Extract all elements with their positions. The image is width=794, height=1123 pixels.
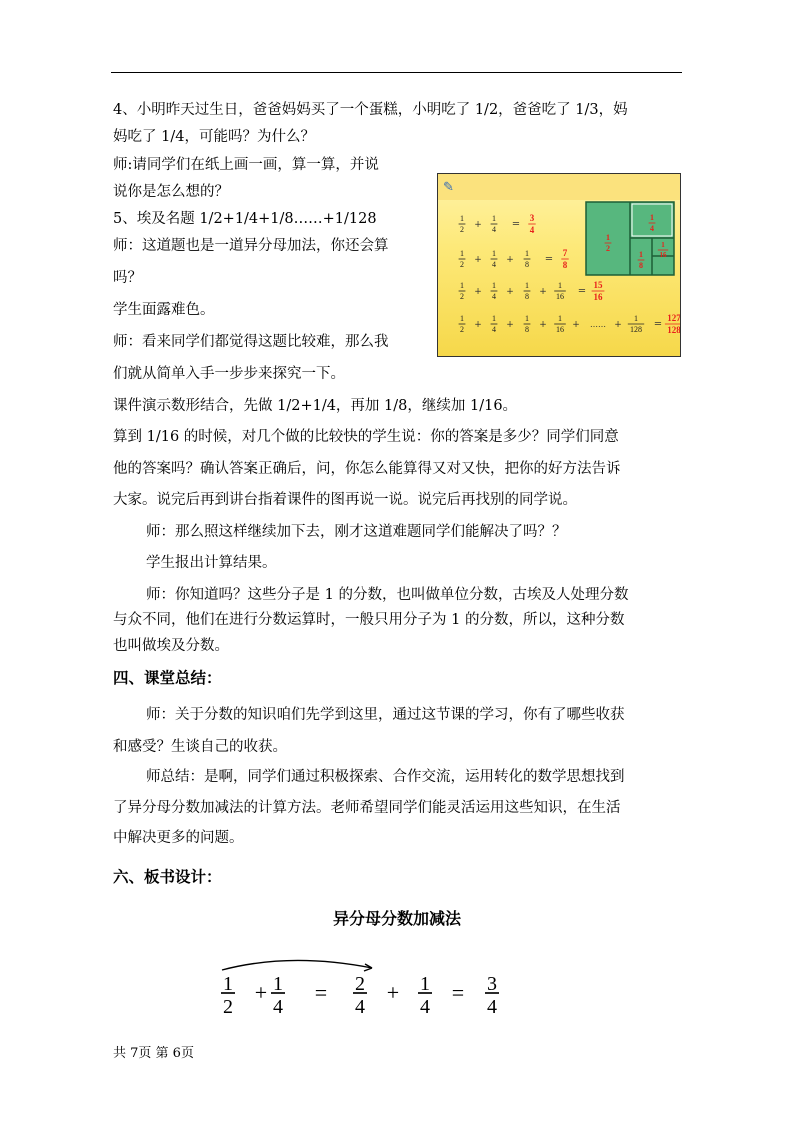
board-operator: = [451, 980, 465, 1005]
paragraph-line: 们就从简单入手一步步来探究一下。 [113, 366, 345, 382]
paragraph-line: 他的答案吗？确认答案正确后，问，你怎么能算得又对又快，把你的好方法告诉 [113, 461, 621, 477]
paragraph-line: 师：这道题也是一道异分母加法，你还会算 [113, 238, 389, 254]
slide-fraction-numerator: 1 [558, 314, 562, 323]
board-fraction [221, 973, 235, 1018]
slide-result-fraction [592, 280, 605, 302]
slide-fraction [554, 281, 566, 301]
plus-sign: + [474, 220, 482, 230]
slide-fraction-numerator: 1 [525, 314, 529, 323]
ellipsis-text: …… [590, 320, 606, 329]
slide-fraction [491, 281, 498, 301]
slide-fraction-denominator: 4 [492, 260, 496, 269]
slide-fraction-numerator: 1 [525, 281, 529, 290]
plus-sign: + [614, 320, 622, 330]
slide-fraction [459, 281, 466, 301]
paragraph-line: 了异分母分数加减法的计算方法。老师希望同学们能灵活运用这些知识，在生活 [113, 800, 621, 816]
plus-sign: + [474, 287, 482, 297]
slide-fraction-denominator: 2 [460, 325, 464, 334]
slide-fraction [524, 314, 531, 334]
paragraph-line: 与众不同，他们在进行分数运算时，一般只用分子为 1 的分数，所以，这种分数 [113, 612, 625, 628]
slide-fraction [459, 314, 466, 334]
paragraph-line: 课件演示数形结合，先做 1/2+1/4，再加 1/8，继续加 1/16。 [113, 398, 518, 414]
board-fraction-denominator: 4 [355, 996, 365, 1018]
slide-fraction-numerator: 1 [492, 214, 496, 223]
paragraph-line: 吗？ [113, 270, 142, 286]
courseware-slide-image [437, 173, 681, 357]
equals-sign: = [511, 219, 521, 230]
paragraph-line: 师:请同学们在纸上画一画，算一算，并说 [113, 157, 379, 173]
paragraph-line: 说你是怎么想的？ [113, 184, 229, 200]
slide-fraction [524, 281, 531, 301]
paragraph-line: 师总结：是啊，同学们通过积极探索、合作交流，运用转化的数学思想找到 [146, 769, 625, 785]
paragraph-line: 4、小明昨天过生日，爸爸妈妈买了一个蛋糕，小明吃了 1/2，爸爸吃了 1/3，妈 [113, 102, 628, 118]
slide-fraction-numerator: 1 [460, 214, 464, 223]
section-heading: 六、板书设计： [113, 867, 222, 886]
board-fraction-denominator: 4 [487, 996, 497, 1018]
slide-fraction-numerator: 1 [460, 281, 464, 290]
paragraph-line: 师：那么照这样继续加下去，刚才这道难题同学们能解决了吗？？ [146, 524, 567, 540]
slide-result-fraction-numerator: 7 [562, 248, 568, 258]
slide-fraction-denominator: 4 [492, 225, 496, 234]
board-fraction [485, 973, 499, 1018]
plus-sign: + [474, 255, 482, 265]
equals-sign: = [577, 286, 587, 297]
paragraph-line: 师：你知道吗？这些分子是 1 的分数，也叫做单位分数，古埃及人处理分数 [146, 587, 629, 603]
square-label-numerator: 1 [650, 213, 654, 222]
slide-result-fraction-denominator: 128 [667, 325, 681, 335]
paragraph-line: 学生报出计算结果。 [146, 555, 277, 571]
board-fraction-numerator: 3 [487, 973, 497, 995]
slide-fraction-numerator: 1 [525, 249, 529, 258]
slide-fraction-numerator: 1 [460, 314, 464, 323]
slide-fraction-denominator: 16 [556, 325, 564, 334]
slide-fraction-denominator: 8 [525, 260, 529, 269]
slide-drawing [438, 174, 681, 357]
plus-sign: + [539, 287, 547, 297]
slide-fraction [628, 314, 644, 334]
paragraph-line: 中解决更多的问题。 [113, 830, 244, 846]
page-footer: 共 7页 第 6页 [113, 1046, 194, 1061]
paragraph-line: 师：看来同学们都觉得这题比较难，那么我 [113, 334, 389, 350]
plus-sign: + [506, 287, 514, 297]
slide-fraction [524, 249, 531, 269]
board-fraction-denominator: 4 [420, 996, 430, 1018]
slide-fraction-denominator: 8 [525, 325, 529, 334]
slide-result-fraction-numerator: 3 [529, 213, 535, 223]
board-operator: + [386, 980, 400, 1005]
slide-result-fraction-numerator: 127 [667, 313, 681, 323]
slide-result-fraction-denominator: 8 [562, 260, 568, 270]
slide-fraction [554, 314, 566, 334]
board-title: 异分母分数加减法 [332, 909, 461, 928]
square-label-denominator: 4 [650, 224, 654, 233]
slide-result-fraction-numerator: 15 [593, 280, 603, 290]
square-label-denominator: 16 [659, 251, 667, 259]
paragraph-line: 妈吃了 1/4，可能吗？为什么？ [113, 129, 315, 145]
section-heading: 四、课堂总结： [113, 668, 222, 687]
slide-result-fraction-denominator: 4 [529, 225, 535, 235]
slide-result-fraction-denominator: 16 [593, 292, 603, 302]
slide-fraction-numerator: 1 [634, 314, 638, 323]
header-rule [111, 72, 682, 73]
slide-fraction-numerator: 1 [492, 249, 496, 258]
slide-fraction [459, 249, 466, 269]
paragraph-line: 师：关于分数的知识咱们先学到这里，通过这节课的学习，你有了哪些收获 [146, 707, 625, 723]
board-fraction-denominator: 4 [273, 996, 283, 1018]
board-equation [210, 958, 510, 1018]
board-fraction [353, 973, 367, 1018]
paragraph-line: 学生面露难色。 [113, 302, 215, 318]
board-operator: = [314, 980, 328, 1005]
paintbrush-icon: ✎ [443, 180, 454, 195]
board-fraction [418, 973, 432, 1018]
equals-sign: = [653, 319, 663, 330]
plus-sign: + [506, 320, 514, 330]
slide-result-fraction [665, 313, 681, 335]
board-operator: + [254, 980, 268, 1005]
slide-fraction-denominator: 4 [492, 325, 496, 334]
slide-fraction [491, 314, 498, 334]
slide-fraction-denominator: 2 [460, 292, 464, 301]
paragraph-line: 5、埃及名题 1/2+1/4+1/8……+1/128 [113, 211, 377, 227]
square-label-denominator: 8 [639, 261, 643, 270]
board-fraction-denominator: 2 [223, 996, 233, 1018]
board-fraction-numerator: 1 [223, 973, 233, 995]
board-fraction-numerator: 1 [420, 973, 430, 995]
slide-fraction-denominator: 2 [460, 260, 464, 269]
slide-fraction-denominator: 4 [492, 292, 496, 301]
slide-fraction-denominator: 2 [460, 225, 464, 234]
square-label-numerator: 1 [661, 241, 665, 249]
slide-fraction [491, 249, 498, 269]
equals-sign: = [544, 254, 554, 265]
paragraph-line: 大家。说完后再到讲台指着课件的图再说一说。说完后再找别的同学说。 [113, 492, 577, 508]
board-fraction [271, 973, 285, 1018]
slide-result-fraction [561, 248, 568, 270]
square-label-numerator: 1 [639, 250, 643, 259]
plus-sign: + [474, 320, 482, 330]
plus-sign: + [539, 320, 547, 330]
slide-fraction [459, 214, 466, 234]
slide-fraction-numerator: 1 [558, 281, 562, 290]
board-fraction-numerator: 2 [355, 973, 365, 995]
slide-fraction-numerator: 1 [492, 281, 496, 290]
board-fraction-numerator: 1 [273, 973, 283, 995]
plus-sign: + [572, 320, 580, 330]
paragraph-line: 算到 1/16 的时候，对几个做的比较快的学生说：你的答案是多少？同学们同意 [113, 429, 619, 445]
slide-fraction-denominator: 128 [630, 325, 642, 334]
plus-sign: + [506, 255, 514, 265]
slide-fraction-denominator: 8 [525, 292, 529, 301]
slide-fraction-numerator: 1 [492, 314, 496, 323]
slide-fraction-numerator: 1 [460, 249, 464, 258]
square-label-numerator: 1 [606, 233, 610, 242]
slide-result-fraction [528, 213, 535, 235]
slide-fraction [491, 214, 498, 234]
transfer-arc [222, 960, 372, 970]
square-label-denominator: 2 [606, 244, 610, 253]
slide-fraction-denominator: 16 [556, 292, 564, 301]
paragraph-line: 和感受？生谈自己的收获。 [113, 739, 287, 755]
paragraph-line: 也叫做埃及分数。 [113, 638, 229, 654]
